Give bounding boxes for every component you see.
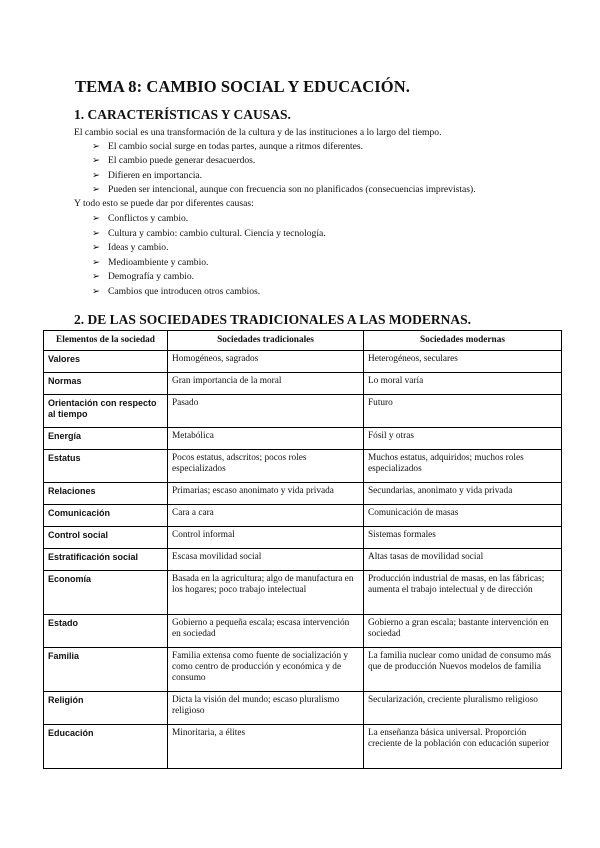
list-bullet-icon: ➢ <box>92 213 101 224</box>
list-bullet-icon: ➢ <box>92 271 101 282</box>
table-cell: Altas tasas de movilidad social <box>364 549 562 571</box>
list-item: Medioambiente y cambio. <box>108 257 209 268</box>
table-row <box>44 527 562 549</box>
list-bullet-icon: ➢ <box>92 184 101 195</box>
section2-heading: 2. DE LAS SOCIEDADES TRADICIONALES A LAS MODERNAS. <box>74 312 471 327</box>
list-bullet-icon: ➢ <box>92 228 101 239</box>
column-header: Elementos de la sociedad <box>44 331 168 351</box>
table-cell: Heterogéneos, seculares <box>364 351 562 373</box>
table-cell: Homogéneos, sagrados <box>168 351 364 373</box>
row-label: Relaciones <box>44 483 168 505</box>
document-title: TEMA 8: CAMBIO SOCIAL Y EDUCACIÓN. <box>75 77 410 96</box>
table-cell: Producción industrial de masas, en las fábricas; aumenta el trabajo intelectual y de dirección <box>364 571 562 615</box>
row-label: Estratificación social <box>44 549 168 571</box>
table-cell: Comunicación de masas <box>364 505 562 527</box>
table-cell: Escasa movilidad social <box>168 549 364 571</box>
comparison-table <box>43 330 562 769</box>
row-label: Control social <box>44 527 168 549</box>
table-row <box>44 428 562 450</box>
table-cell: Metabólica <box>168 428 364 450</box>
section1-heading: 1. CARACTERÍSTICAS Y CAUSAS. <box>74 107 291 122</box>
row-label: Educación <box>44 725 168 769</box>
table-cell: Gobierno a pequeña escala; escasa intervención en sociedad <box>168 615 364 648</box>
table-cell: Basada en la agricultura; algo de manufactura en los hogares; poco trabajo intelectual <box>168 571 364 615</box>
table-cell: Sistemas formales <box>364 527 562 549</box>
table-row <box>44 549 562 571</box>
table-row <box>44 395 562 428</box>
table-row <box>44 351 562 373</box>
table-cell: La enseñanza básica universal. Proporción creciente de la población con educación superior <box>364 725 562 769</box>
table-cell: Gran importancia de la moral <box>168 373 364 395</box>
table-cell: Control informal <box>168 527 364 549</box>
table-row <box>44 648 562 692</box>
column-header: Sociedades tradicionales <box>168 331 364 351</box>
table-row <box>44 450 562 483</box>
table-cell: Lo moral varía <box>364 373 562 395</box>
row-label: Estatus <box>44 450 168 483</box>
list-item: Pueden ser intencional, aunque con frecuencia son no planificados (consecuencias imprevistas). <box>108 184 476 195</box>
table-cell: Pocos estatus, adscritos; pocos roles especializados <box>168 450 364 483</box>
list-bullet-icon: ➢ <box>92 257 101 268</box>
table-cell: Fósil y otras <box>364 428 562 450</box>
table-header-row <box>44 331 562 351</box>
table-row <box>44 571 562 615</box>
table-row <box>44 615 562 648</box>
table-row <box>44 373 562 395</box>
list-item: Cambios que introducen otros cambios. <box>108 286 261 297</box>
row-label: Familia <box>44 648 168 692</box>
list-item: Difieren en importancia. <box>108 170 203 181</box>
row-label: Comunicación <box>44 505 168 527</box>
column-header: Sociedades modernas <box>364 331 562 351</box>
list-bullet-icon: ➢ <box>92 242 101 253</box>
list-item: El cambio puede generar desacuerdos. <box>108 155 256 166</box>
list-bullet-icon: ➢ <box>92 141 101 152</box>
table-cell: Secularización, creciente pluralismo religioso <box>364 692 562 725</box>
list-item: El cambio social surge en todas partes, aunque a ritmos diferentes. <box>108 141 364 152</box>
row-label: Religión <box>44 692 168 725</box>
list-item: Demografía y cambio. <box>108 271 195 282</box>
row-label: Energía <box>44 428 168 450</box>
row-label: Orientación con respecto al tiempo <box>44 395 168 428</box>
causes-intro: Y todo esto se puede dar por diferentes causas: <box>74 198 254 209</box>
table-cell: Gobierno a gran escala; bastante intervención en sociedad <box>364 615 562 648</box>
row-label: Normas <box>44 373 168 395</box>
table-cell: La familia nuclear como unidad de consumo más que de producción Nuevos modelos de familia <box>364 648 562 692</box>
list-bullet-icon: ➢ <box>92 155 101 166</box>
list-item: Conflictos y cambio. <box>108 213 189 224</box>
section1-intro: El cambio social es una transformación de la cultura y de las instituciones a lo largo del tiempo. <box>74 127 442 138</box>
list-bullet-icon: ➢ <box>92 286 101 297</box>
row-label: Economía <box>44 571 168 615</box>
table-cell: Primarias; escaso anonimato y vida privada <box>168 483 364 505</box>
table-cell: Pasado <box>168 395 364 428</box>
table-row <box>44 692 562 725</box>
list-bullet-icon: ➢ <box>92 170 101 181</box>
table-cell: Cara a cara <box>168 505 364 527</box>
table-cell: Muchos estatus, adquiridos; muchos roles especializados <box>364 450 562 483</box>
table-row <box>44 505 562 527</box>
table-row <box>44 483 562 505</box>
list-item: Ideas y cambio. <box>108 242 169 253</box>
row-label: Estado <box>44 615 168 648</box>
list-item: Cultura y cambio: cambio cultural. Ciencia y tecnología. <box>108 228 326 239</box>
table-cell: Minoritaria, a élites <box>168 725 364 769</box>
table-cell: Familia extensa como fuente de socialización y como centro de producción y económica y de consumo <box>168 648 364 692</box>
table-cell: Futuro <box>364 395 562 428</box>
table-row <box>44 725 562 769</box>
row-label: Valores <box>44 351 168 373</box>
table-cell: Secundarias, anonimato y vida privada <box>364 483 562 505</box>
table-cell: Dicta la visión del mundo; escaso pluralismo religioso <box>168 692 364 725</box>
